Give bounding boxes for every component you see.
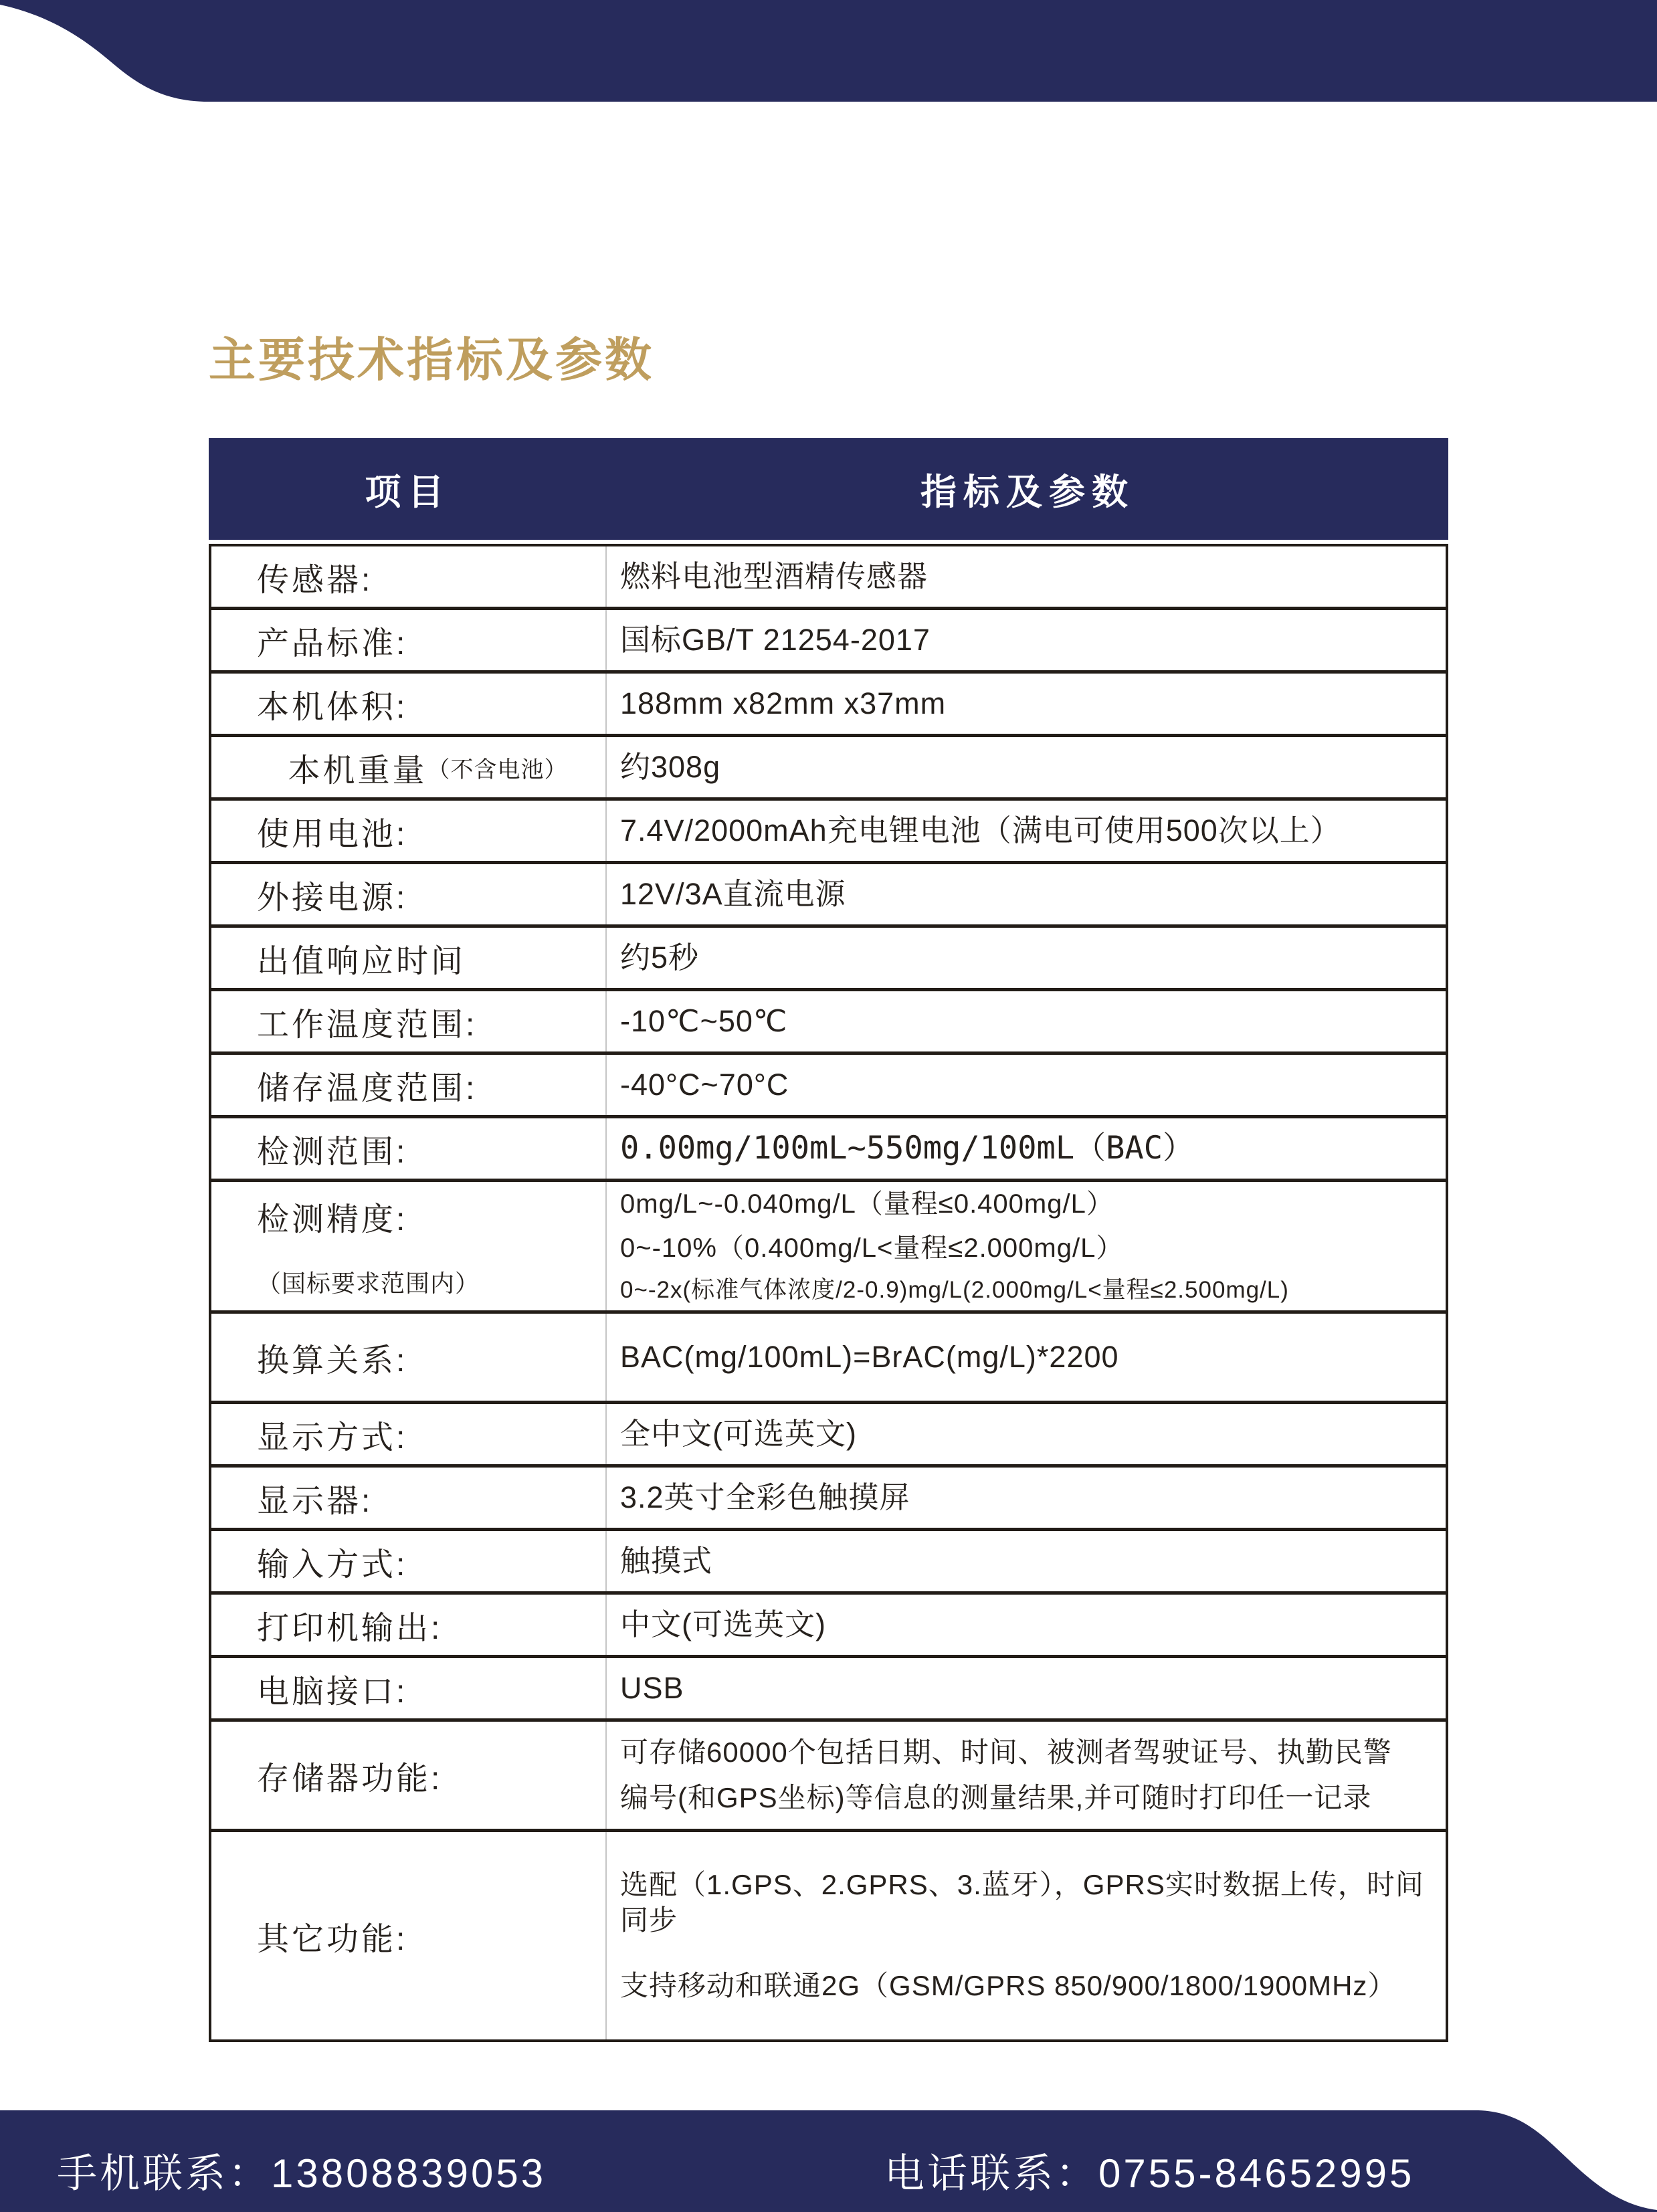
row-value-cell bbox=[607, 1118, 1446, 1179]
row-label: 显示方式: bbox=[257, 1419, 408, 1455]
row-label-cell bbox=[211, 1722, 607, 1829]
row-value-line: 约308g bbox=[620, 749, 721, 784]
row-value-line: BAC(mg/100mL)=BrAC(mg/L)*2200 bbox=[620, 1339, 1119, 1374]
row-value-line: 12V/3A直流电源 bbox=[620, 876, 846, 911]
row-label: 换算关系: bbox=[257, 1342, 408, 1379]
row-label-cell bbox=[211, 1658, 607, 1718]
row-label-cell bbox=[211, 1404, 607, 1464]
row-label: 使用电池: bbox=[257, 816, 408, 852]
row-label: 存储器功能: bbox=[257, 1761, 443, 1797]
row-label-cell bbox=[211, 737, 607, 797]
row-value-line: 燃料电池型酒精传感器 bbox=[620, 559, 929, 593]
table-row bbox=[211, 1829, 1446, 2039]
row-label-note: （不含电池） bbox=[427, 757, 568, 783]
table-body bbox=[209, 544, 1448, 2042]
table-row bbox=[211, 1718, 1446, 1829]
row-label: 电脑接口: bbox=[257, 1674, 408, 1710]
footer-phone-contact: 电话联系：0755-84652995 bbox=[884, 2151, 1415, 2196]
row-value-cell bbox=[607, 1595, 1446, 1655]
row-value-line: 国标GB/T 21254-2017 bbox=[620, 622, 931, 657]
row-label-cell bbox=[211, 1182, 607, 1310]
row-value-cell bbox=[607, 864, 1446, 924]
table-row bbox=[211, 670, 1446, 734]
header-col-spec: 指标及参数 bbox=[920, 472, 1135, 512]
row-value-cell bbox=[607, 1722, 1446, 1829]
table-row bbox=[211, 1528, 1446, 1591]
table-row bbox=[211, 988, 1446, 1051]
row-label-cell bbox=[211, 991, 607, 1051]
row-label-cell bbox=[211, 1595, 607, 1655]
row-value-line: 支持移动和联通2G（GSM/GPRS 850/900/1800/1900MHz） bbox=[620, 1970, 1397, 2002]
table-row bbox=[211, 1464, 1446, 1528]
row-value-line: 编号(和GPS坐标)等信息的测量结果,并可随时打印任一记录 bbox=[620, 1782, 1372, 1813]
row-value-cell bbox=[607, 1468, 1446, 1528]
row-label-cell bbox=[211, 674, 607, 734]
row-label: 检测范围: bbox=[257, 1134, 408, 1170]
row-value-cell bbox=[607, 1658, 1446, 1718]
row-value-line: 全中文(可选英文) bbox=[620, 1416, 857, 1451]
row-value-line: 约5秒 bbox=[620, 940, 700, 975]
row-value-cell bbox=[607, 1055, 1446, 1115]
row-label: 本机体积: bbox=[257, 689, 408, 725]
row-value-cell bbox=[607, 737, 1446, 797]
row-label: 显示器: bbox=[257, 1483, 373, 1519]
row-label-cell bbox=[211, 1531, 607, 1591]
row-label: 储存温度范围: bbox=[257, 1070, 478, 1106]
row-label-cell bbox=[211, 864, 607, 924]
row-value-cell bbox=[607, 1531, 1446, 1591]
table-row bbox=[211, 1591, 1446, 1655]
row-label-cell bbox=[211, 546, 607, 607]
row-label: 产品标准: bbox=[257, 625, 408, 662]
row-value-line: 可存储60000个包括日期、时间、被测者驾驶证号、执勤民警 bbox=[620, 1736, 1392, 1768]
row-label-note: （国标要求范围内） bbox=[257, 1270, 480, 1297]
row-value-line: 选配（1.GPS、2.GPRS、3.蓝牙），GPRS实时数据上传，时间同步 bbox=[620, 1869, 1424, 1936]
row-label: 输入方式: bbox=[257, 1546, 408, 1583]
table-row bbox=[211, 546, 1446, 607]
row-value-cell bbox=[607, 1182, 1446, 1310]
row-label: 工作温度范围: bbox=[257, 1007, 478, 1043]
row-value-line: 3.2英寸全彩色触摸屏 bbox=[620, 1480, 910, 1514]
table-row bbox=[211, 861, 1446, 924]
top-wave-band bbox=[0, 0, 1657, 102]
row-label: 本机重量 bbox=[288, 752, 427, 789]
table-header bbox=[209, 438, 1448, 540]
row-value-line: 0mg/L~-0.040mg/L（量程≤0.400mg/L） bbox=[620, 1189, 1114, 1219]
row-label: 外接电源: bbox=[257, 880, 408, 916]
row-label: 其它功能: bbox=[257, 1921, 408, 1957]
row-value-cell bbox=[607, 1832, 1446, 2039]
row-value-cell bbox=[607, 610, 1446, 670]
row-value-cell bbox=[607, 1314, 1446, 1401]
table-row bbox=[211, 797, 1446, 861]
table-row bbox=[211, 607, 1446, 670]
row-value-cell bbox=[607, 928, 1446, 988]
table-row bbox=[211, 1310, 1446, 1401]
row-value-line: -40°C~70°C bbox=[620, 1067, 789, 1102]
table-row bbox=[211, 734, 1446, 797]
table-row bbox=[211, 924, 1446, 988]
row-value-line: 188mm x82mm x37mm bbox=[620, 686, 947, 720]
row-label-cell bbox=[211, 801, 607, 861]
table-row bbox=[211, 1655, 1446, 1718]
row-label-cell bbox=[211, 1118, 607, 1179]
row-label-cell bbox=[211, 1055, 607, 1115]
row-value-line: USB bbox=[620, 1670, 684, 1705]
table-row bbox=[211, 1401, 1446, 1464]
row-label: 出值响应时间 bbox=[257, 943, 466, 979]
row-value-line: 0~-2x(标准气体浓度/2-0.9)mg/L(2.000mg/L<量程≤2.500mg/L) bbox=[620, 1277, 1289, 1304]
row-label-cell bbox=[211, 1468, 607, 1528]
row-value-line: 中文(可选英文) bbox=[620, 1607, 826, 1641]
row-value-line: 0~-10%（0.400mg/L<量程≤2.000mg/L） bbox=[620, 1233, 1124, 1264]
row-label: 传感器: bbox=[257, 562, 373, 598]
spec-table bbox=[209, 438, 1448, 2042]
row-value-cell bbox=[607, 674, 1446, 734]
row-label: 检测精度: bbox=[257, 1202, 408, 1237]
page-title: 主要技术指标及参数 bbox=[209, 334, 654, 386]
row-value-cell bbox=[607, 1404, 1446, 1464]
header-col-item: 项目 bbox=[365, 472, 451, 512]
row-value-cell bbox=[607, 801, 1446, 861]
row-value-line: -10℃~50℃ bbox=[620, 1003, 788, 1038]
row-label-cell bbox=[211, 1832, 607, 2039]
footer-mobile-contact: 手机联系：13808839053 bbox=[57, 2151, 547, 2196]
row-label-cell bbox=[211, 928, 607, 988]
row-value-line: 0.00mg/100mL~550mg/100mL（BAC） bbox=[620, 1129, 1195, 1167]
table-row bbox=[211, 1179, 1446, 1310]
row-value-line: 触摸式 bbox=[620, 1543, 713, 1578]
table-row bbox=[211, 1051, 1446, 1115]
row-label: 打印机输出: bbox=[257, 1610, 443, 1646]
table-row bbox=[211, 1115, 1446, 1179]
row-value-cell bbox=[607, 991, 1446, 1051]
row-value-cell bbox=[607, 546, 1446, 607]
row-value-line: 7.4V/2000mAh充电锂电池（满电可使用500次以上） bbox=[620, 813, 1341, 847]
row-label-cell bbox=[211, 610, 607, 670]
row-label-cell bbox=[211, 1314, 607, 1401]
